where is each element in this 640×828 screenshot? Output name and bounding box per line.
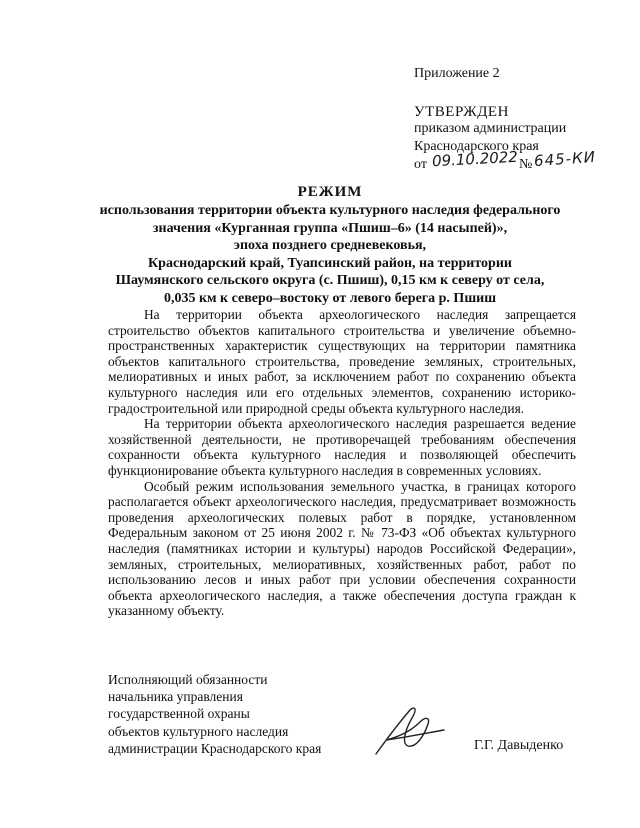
subtitle-line: Краснодарский край, Туапсинский район, на территории: [148, 255, 512, 271]
signatory-position: [108, 671, 321, 757]
approved-heading: УТВЕРЖДЕН: [414, 104, 509, 120]
approval-order-line: Краснодарского края: [414, 139, 539, 154]
body-paragraph: Особый режим использования земельного участка, в границах которого располагается объект археологического наследия, предусматривает возможность проведения археологических полевых работ в порядке, установленном Федеральным законом от 25 июня 2002 г. № 73-ФЗ «Об объектах культурного наследия (памятниках истории и культуры) народов Российской Федерации», земляных, строительных, мелиоративных, хозяйственных работ, работ по использованию лесов и иных работ при условии обеспечения сохранности объекта археологического наследия, а также обеспечения доступа граждан к указанному объекту.: [108, 478, 576, 619]
document-title-block: [90, 182, 570, 307]
position-line: Исполняющий обязанности: [108, 672, 268, 687]
document-title: РЕЖИМ: [297, 184, 363, 200]
approval-order-line: [414, 156, 427, 174]
position-line: администрации Краснодарского края: [108, 740, 322, 756]
subtitle-line: значения «Курганная группа «Пшиш–6» (14 насыпей)»,: [152, 220, 508, 236]
body-paragraph: На территории объекта археологического наследия запрещается строительство объектов капитального строительства и увеличение объемно-пространственных характеристик существующих на территории памятника объектов капитального строительства, проведение земляных, строительных, мелиоративных и иных работ, за исключением работ по сохранению объекта культурного наследия или его отдельных элементов, сохранению историко-градостроительной или природной среды объекта культурного наследия.: [108, 307, 576, 416]
subtitle-line: 0,035 км к северо–востоку от левого берега р. Пшиш: [163, 290, 497, 306]
appendix-label: Приложение 2: [414, 66, 500, 81]
signatory-name: Г.Г. Давыденко: [474, 738, 564, 753]
body-paragraph: На территории объекта археологического наследия разрешается ведение хозяйственной деятельности, не противоречащей требованиям обеспечения сохранности объекта культурного наследия и позволяющей обеспечить функционирование объекта культурного наследия в современных условиях.: [108, 416, 576, 478]
handwritten-signature: [372, 700, 452, 760]
order-number-label: №: [519, 157, 533, 172]
subtitle-line: эпоха позднего средневековья,: [233, 238, 427, 253]
document-body: [108, 307, 576, 619]
handwritten-order-number: 645-КИ: [533, 147, 597, 171]
position-line: государственной охраны: [108, 706, 250, 722]
approval-order-line: приказом администрации: [414, 121, 567, 136]
handwritten-date: 09.10.2022: [431, 147, 519, 171]
position-line: объектов культурного наследия: [108, 723, 289, 739]
subtitle-line: использования территории объекта культурного наследия федерального: [99, 203, 561, 218]
approval-from-label: от: [414, 157, 427, 172]
subtitle-line: Шаумянского сельского округа (с. Пшиш), 0,15 км к северу от села,: [115, 273, 545, 288]
position-line: начальника управления: [108, 689, 243, 705]
